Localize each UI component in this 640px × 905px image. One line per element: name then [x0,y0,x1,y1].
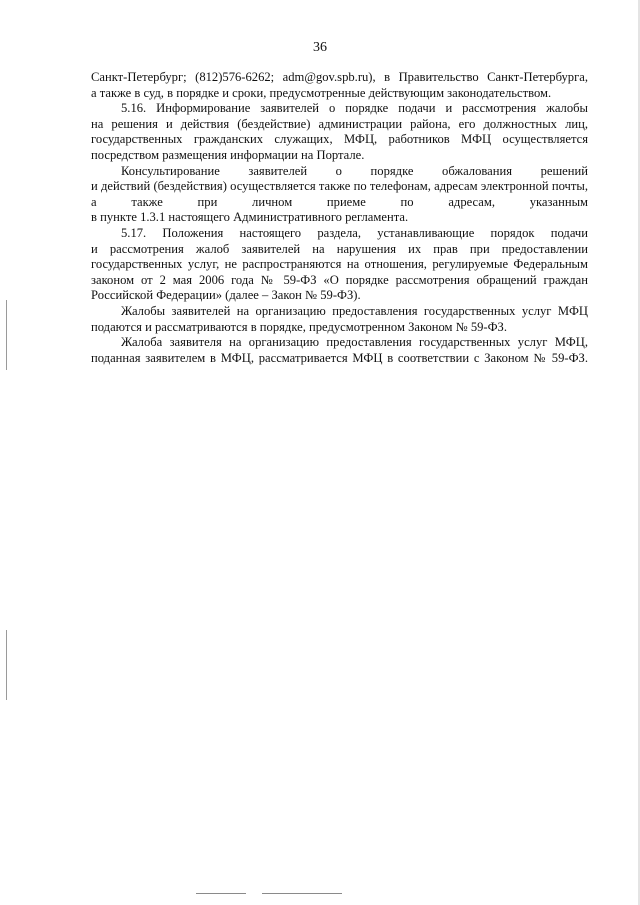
scan-bottom-mark [196,893,246,894]
text-line: Жалоба заявителя на организацию предоставления государственных услуг МФЦ, [121,335,588,350]
text-line: а также при личном приеме по адресам, указанным [91,194,588,209]
text-line: Санкт-Петербург; (812)576-6262; adm@gov.spb.ru), в Правительство Санкт-Петербурга, [91,70,588,84]
text-line: в пункте 1.3.1 настоящего Административного регламента. [91,210,409,225]
text-line: и действий (бездействия) осуществляется также по телефонам, адресам электронной почты, [91,179,588,194]
text-line: Жалобы заявителей на организацию предоставления государственных услуг МФЦ [121,303,588,318]
text-line: поданная заявителем в МФЦ, рассматривается МФЦ в соответствии с Законом № 59-ФЗ. [91,350,588,365]
text-line: посредством размещения информации на Портале. [91,147,365,162]
text-line: подаются и рассматриваются в порядке, предусмотренном Законом № 59-ФЗ. [91,319,508,334]
text-line: и рассмотрения жалоб заявителей на нарушения их прав при предоставлении [91,241,588,256]
paragraph-complaint-filed [91,335,588,366]
paragraph-consulting [91,164,588,226]
text-line: а также в суд, в порядке и сроки, предусмотренные действующим законодательством. [91,85,552,100]
text-line: 5.17. Положения настоящего раздела, устанавливающие порядок подачи [121,225,588,240]
text-line: 5.16. Информирование заявителей о порядке подачи и рассмотрения жалобы [121,101,588,116]
text-line: государственных услуг, не распространяются на отношения, регулируемые Федеральным [91,257,588,272]
scan-margin-mark [6,300,7,370]
page-number: 36 [313,40,327,55]
paragraph-complaints-mfc [91,304,588,335]
body-text [91,70,588,366]
text-line: государственных гражданских служащих, МФЦ, работников МФЦ осуществляется [91,132,588,147]
scan-margin-mark [6,630,7,700]
text-line: Консультирование заявителей о порядке обжалования решений [121,163,588,178]
paragraph-contacts [91,70,588,101]
text-line: законом от 2 мая 2006 года № 59-ФЗ «О порядке рассмотрения обращений граждан [91,272,588,287]
scan-bottom-mark [262,893,342,894]
paragraph-5-16 [91,101,588,163]
paragraph-5-17 [91,226,588,304]
text-line: Российской Федерации» (далее – Закон № 59-ФЗ). [91,288,361,303]
text-line: на решения и действия (бездействие) администрации района, его должностных лиц, [91,116,588,131]
